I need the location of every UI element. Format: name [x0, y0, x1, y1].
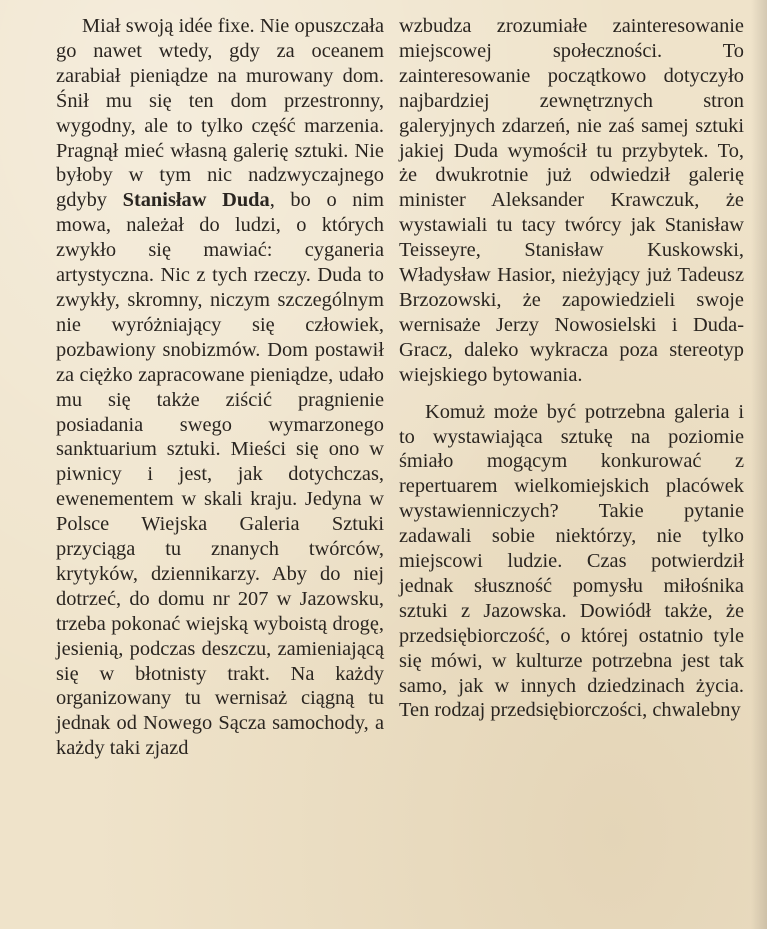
page-edge-shadow: [751, 0, 767, 929]
paragraph: Komuż może być potrzebna galeria i to wystawiająca sztukę na poziomie śmiało mogącym konkurować z repertuarem wielkomiejskich placówek wystawienniczych? Takie pytanie zadawali sobie niektórzy, nie tylko miejscowi ludzie. Czas potwierdził jednak słuszność pomysłu miłośnika sztuki z Jazowska. Dowiódł także, że przedsiębiorczość, o której ostatnio tyle się mówi, w kulturze potrzebna jest tak samo, jak w innych dziedzinach życia. Ten rodzaj przedsiębiorczości, chwalebny: [399, 400, 744, 722]
article-column-left: [56, 14, 384, 761]
article-column-right: [399, 14, 744, 723]
paragraph: wzbudza zrozumiałe zainteresowanie miejscowej społeczności. To zainteresowanie początkowo dotyczyło najbardziej zewnętrznych stron galeryjnych zdarzeń, nie zaś samej sztuki jakiej Duda wymościł tu przybytek. To, że dwukrotnie już odwiedził galerię minister Aleksander Krawczuk, że wystawiali tu tacy twórcy jak Stanisław Teisseyre, Stanisław Kuskowski, Władysław Hasior, nieżyjący już Tadeusz Brzozowski, że zapowiedzieli swoje wernisaże Jerzy Nowosielski i Duda-Gracz, daleko wykracza poza stereotyp wiejskiego bytowania.: [399, 15, 744, 386]
paragraph-text: , bo o nim mowa, należał do ludzi, o których zwykło się mawiać: cyganeria artystyczna. Nic z tych rzeczy. Duda to zwykły, skromny, niczym szczególnym nie wyróżniający się człowiek, pozbawiony snobizmów. Dom postawił za ciężko zapracowane pieniądze, udało mu się także ziścić pragnienie posiadania swego wymarzonego sanktuarium sztuki. Mieści się ono w piwnicy i jest, jak dotychczas, ewenementem w skali kraju. Jedyna w Polsce Wiejska Galeria Sztuki przyciąga tu znanych twórców, krytyków, dziennikarzy. Aby do niej dotrzeć, do domu nr 207 w Jazowsku, trzeba pokonać wiejską wyboistą drogę, jesienią, podczas deszczu, zamieniającą się w błotnisty trakt. Na każdy organizowany tu wernisaż ciągną tu jednak od Nowego Sącza samochody, a każdy taki zjazd: [56, 189, 384, 760]
person-name: Stanisław Duda: [122, 189, 270, 212]
paragraph-text: Miał swoją idée fixe. Nie opuszczała go nawet wtedy, gdy za oceanem zarabiał pieniądze na murowany dom. Śnił mu się ten dom przestronny, wygodny, ale to tylko część marzenia. Pragnął mieć własną galerię sztuki. Nie byłoby w tym nic nadzwyczajnego gdyby: [56, 15, 384, 212]
paragraph-gap: [399, 388, 744, 400]
paragraph: [56, 14, 384, 761]
